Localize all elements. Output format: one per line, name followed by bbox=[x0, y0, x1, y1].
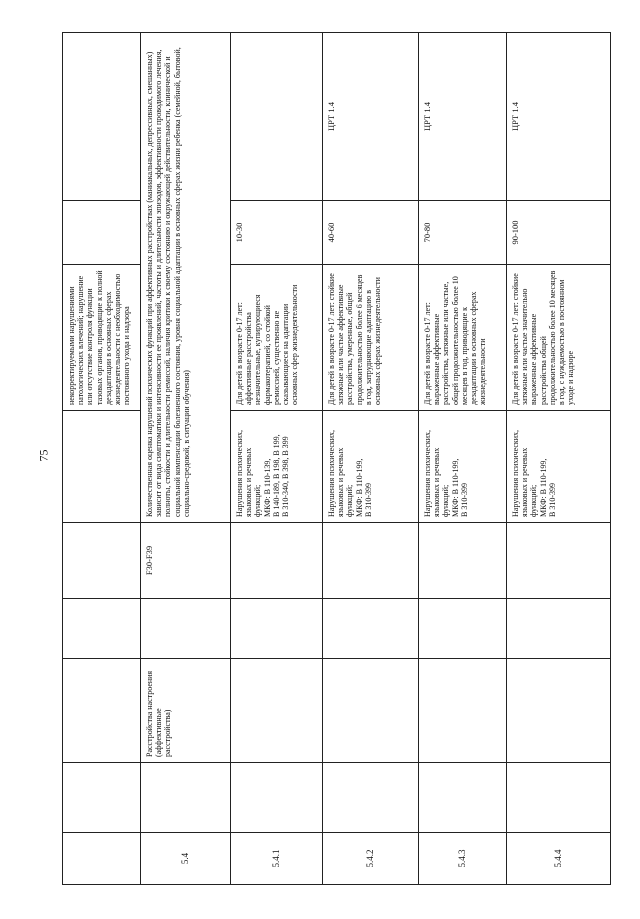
cell-empty bbox=[323, 599, 419, 659]
cell-empty bbox=[323, 523, 419, 599]
cell-continuation-description: некорректируемыми нарушениями патологических влечений; нарушение или отсутствие контроля функции тазовых органов, приводящие к полной дезадаптации в основных сферах жизнедеятельности с необходимостью постоянного ухода и надзора bbox=[63, 265, 141, 411]
row-percent: 90-100 bbox=[507, 201, 611, 265]
cell-empty bbox=[63, 599, 141, 659]
row-number: 5.4.2 bbox=[323, 833, 419, 885]
cell-empty bbox=[63, 659, 141, 763]
cell-empty bbox=[419, 763, 507, 833]
row-disorder bbox=[507, 411, 611, 523]
disorder-line: В 310-399 bbox=[459, 483, 469, 517]
table-row-continuation bbox=[63, 33, 141, 885]
row-disorder bbox=[323, 411, 419, 523]
table-row bbox=[323, 33, 419, 885]
disorder-line: языковых и речевых bbox=[520, 447, 530, 517]
cell-empty bbox=[419, 659, 507, 763]
row-disorder bbox=[419, 411, 507, 523]
disorder-line: Нарушения психических, bbox=[235, 429, 244, 517]
cell-empty bbox=[63, 411, 141, 523]
disorder-line: Нарушения психических, bbox=[511, 429, 520, 517]
cell-empty bbox=[231, 763, 323, 833]
row-percent: 10-30 bbox=[231, 201, 323, 265]
cell-empty bbox=[63, 201, 141, 265]
section-name: Расстройства настроения (аффективные расстройства) bbox=[141, 659, 231, 763]
cell-empty bbox=[231, 659, 323, 763]
cell-empty bbox=[323, 763, 419, 833]
disorder-line: МКФ: В 110-199, bbox=[538, 458, 548, 517]
disorder-line: функций; bbox=[441, 484, 451, 517]
rotated-table-wrapper bbox=[62, 33, 610, 885]
page-number: 75 bbox=[36, 449, 51, 462]
disorder-line: МКФ: В 110-139, bbox=[262, 458, 272, 517]
table-frame bbox=[62, 33, 610, 885]
disorder-line: МКФ: В 110-199, bbox=[450, 458, 460, 517]
table-row bbox=[419, 33, 507, 885]
cell-empty bbox=[63, 523, 141, 599]
cell-empty bbox=[63, 833, 141, 885]
disorder-line: языковых и речевых bbox=[432, 447, 442, 517]
row-description: Для детей в возрасте 0-17 лет: стойкие затяжные или частые аффективные расстройства, умеренные, общей продолжительностью более 6 месяцев в год, затрудняющие адаптацию в основных сферах жизнедеятельности bbox=[323, 265, 419, 411]
cell-empty bbox=[231, 599, 323, 659]
row-number: 5.4.3 bbox=[419, 833, 507, 885]
section-number: 5.4 bbox=[141, 833, 231, 885]
section-description: Количественная оценка нарушений психических функций при аффективных расстройствах (маниакальных, депрессивных, смешанных) зависит от вида симптоматики и интенсивности ее проявлений, частоты и длительности эпизодов, эффективности проводимого лечения, полноты, стойкости и длительности ремиссий, наличия критики к своему состоянию и окружающей действительности, клинической и социальной компенсации болезненного состояния, уровня социальной адаптации в основных сферах жизни ребенка (семейной, бытовой, социально-средовой, в ситуации обучения) bbox=[141, 33, 231, 523]
row-criterion: ЦРТ 1.4 bbox=[323, 33, 419, 201]
row-number: 5.4.4 bbox=[507, 833, 611, 885]
disorder-line: функций; bbox=[345, 484, 355, 517]
cell-empty bbox=[231, 523, 323, 599]
row-description: Для детей в возрасте 0-17 лет: выраженные аффективные расстройства, затяжные или частые, общей продолжительностью более 10 месяцев в год, приводящие к дезадаптации в основных сферах жизнедеятельности bbox=[419, 265, 507, 411]
section-code: F30-F39 bbox=[141, 523, 231, 599]
cell-empty bbox=[141, 763, 231, 833]
disorder-line: языковых и речевых bbox=[244, 447, 254, 517]
table-row bbox=[231, 33, 323, 885]
disorder-line: функций; bbox=[253, 484, 263, 517]
cell-empty bbox=[507, 763, 611, 833]
cell-empty bbox=[63, 33, 141, 201]
cell-empty bbox=[419, 599, 507, 659]
row-disorder bbox=[231, 411, 323, 523]
row-description: Для детей в возрасте 0-17 лет: аффективные расстройства незначительные, купирующиеся фармакотерапией, со стойкой ремиссией, существенно не сказывающиеся на адаптации основных сфер жизнедеятельности bbox=[231, 265, 323, 411]
row-percent: 40-60 bbox=[323, 201, 419, 265]
disorder-line: функций; bbox=[529, 484, 539, 517]
row-criterion bbox=[231, 33, 323, 201]
criteria-table bbox=[62, 32, 611, 885]
cell-empty bbox=[507, 599, 611, 659]
disorder-line: языковых и речевых bbox=[336, 447, 346, 517]
disorder-line: В 310-399 bbox=[363, 483, 373, 517]
row-number: 5.4.1 bbox=[231, 833, 323, 885]
disorder-line: Нарушения психических, bbox=[327, 429, 336, 517]
cell-empty bbox=[323, 659, 419, 763]
row-criterion: ЦРТ 1.4 bbox=[419, 33, 507, 201]
cell-empty bbox=[419, 523, 507, 599]
table-row-section bbox=[141, 33, 231, 885]
disorder-line: МКФ: В 110-199, bbox=[354, 458, 364, 517]
disorder-line: Нарушения психических, bbox=[423, 429, 432, 517]
row-description: Для детей в возрасте 0-17 лет: стойкие затяжные или частые значительно выраженные аффективные расстройства общей продолжительностью более 10 месяцев в год, с нуждаемостью в постоянном уходе и надзоре bbox=[507, 265, 611, 411]
row-criterion: ЦРТ 1.4 bbox=[507, 33, 611, 201]
row-percent: 70-80 bbox=[419, 201, 507, 265]
table-row bbox=[507, 33, 611, 885]
disorder-line: В 140-189, В 198, В 199, bbox=[271, 434, 281, 517]
cell-empty bbox=[507, 523, 611, 599]
disorder-line: В 310-340, В 398, В 399 bbox=[280, 436, 290, 517]
cell-empty bbox=[141, 599, 231, 659]
disorder-line: В 310-399 bbox=[547, 483, 557, 517]
cell-empty bbox=[507, 659, 611, 763]
cell-empty bbox=[63, 763, 141, 833]
